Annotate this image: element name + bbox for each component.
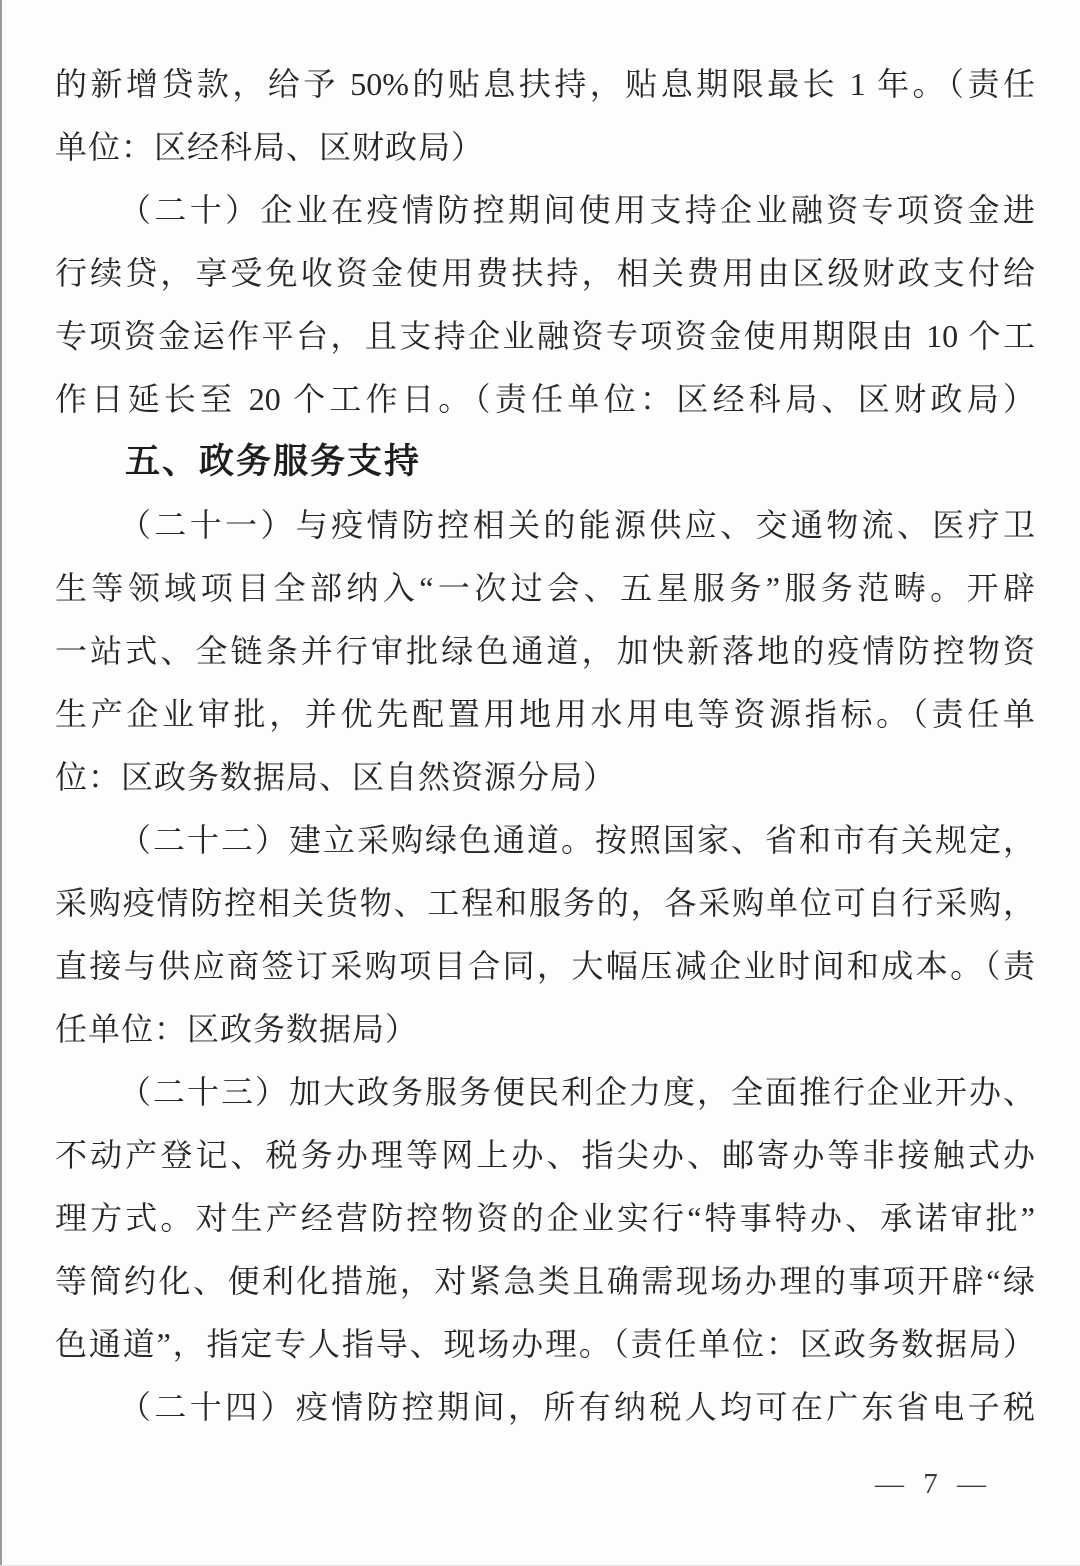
text-line: 生产企业审批，并优先配置用地用水用电等资源指标。（责任单 bbox=[55, 696, 1035, 732]
text-line: 作日延长至 20 个工作日。（责任单位：区经科局、区财政局） bbox=[55, 381, 1035, 417]
scan-edge-left bbox=[0, 0, 2, 1566]
text-line: 一站式、全链条并行审批绿色通道，加快新落地的疫情防控物资 bbox=[55, 633, 1035, 669]
page-number: — 7 — bbox=[875, 1468, 992, 1500]
text-line: （二十三）加大政务服务便民利企力度，全面推行企业开办、 bbox=[119, 1074, 1035, 1110]
text-line: 行续贷，享受免收资金使用费扶持，相关费用由区级财政支付给 bbox=[55, 255, 1035, 291]
text-line: 等简约化、便利化措施，对紧急类且确需现场办理的事项开辟“绿 bbox=[55, 1263, 1035, 1299]
text-line: 的新增贷款，给予 50%的贴息扶持，贴息期限最长 1 年。（责任 bbox=[55, 66, 1035, 102]
text-line: 色通道”，指定专人指导、现场办理。（责任单位：区政务数据局） bbox=[55, 1326, 1035, 1362]
text-line: 理方式。对生产经营防控物资的企业实行“特事特办、承诺审批” bbox=[55, 1200, 1035, 1236]
text-line: 直接与供应商签订采购项目合同，大幅压减企业时间和成本。（责 bbox=[55, 948, 1035, 984]
section-heading: 五、政务服务支持 bbox=[125, 442, 422, 482]
text-line: 采购疫情防控相关货物、工程和服务的，各采购单位可自行采购， bbox=[55, 885, 1035, 921]
text-line: 生等领域项目全部纳入“一次过会、五星服务”服务范畴。开辟 bbox=[55, 570, 1035, 606]
text-line: （二十一）与疫情防控相关的能源供应、交通物流、医疗卫 bbox=[119, 507, 1035, 543]
text-line: 任单位：区政务数据局） bbox=[55, 1011, 419, 1047]
text-line: 单位：区经科局、区财政局） bbox=[55, 129, 485, 165]
text-line: 位：区政务数据局、区自然资源分局） bbox=[55, 759, 617, 795]
text-line: 不动产登记、税务办理等网上办、指尖办、邮寄办等非接触式办 bbox=[55, 1137, 1035, 1173]
document-body-text bbox=[55, 53, 1035, 1439]
text-line: （二十）企业在疫情防控期间使用支持企业融资专项资金进 bbox=[119, 192, 1035, 228]
text-line: （二十四）疫情防控期间，所有纳税人均可在广东省电子税 bbox=[119, 1389, 1035, 1425]
text-line: （二十二）建立采购绿色通道。按照国家、省和市有关规定， bbox=[119, 822, 1035, 858]
text-line: 专项资金运作平台，且支持企业融资专项资金使用期限由 10 个工 bbox=[55, 318, 1035, 354]
